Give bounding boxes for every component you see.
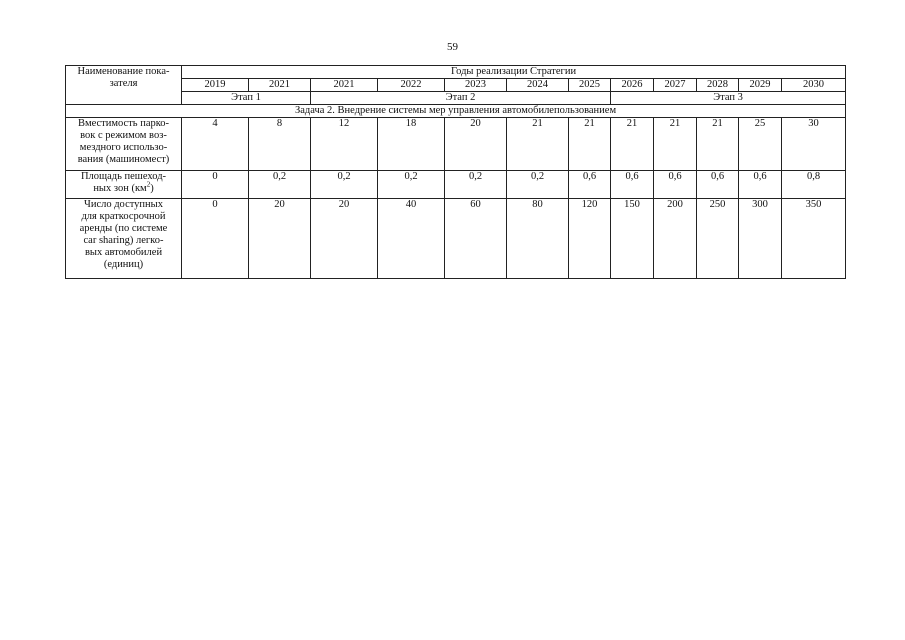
value-cell: 18 xyxy=(378,118,445,171)
task-title: Задача 2. Внедрение системы мер управления автомобилепользованием xyxy=(66,105,846,118)
year-header: 2029 xyxy=(739,79,782,92)
value-cell: 20 xyxy=(311,199,378,279)
years-title: Годы реализации Стратегии xyxy=(182,66,846,79)
value-cell: 350 xyxy=(782,199,846,279)
indicator-label: Число доступных для краткосрочной аренды (по системе car sharing) легко- вых автомобилей (единиц) xyxy=(66,199,182,279)
value-cell: 21 xyxy=(507,118,569,171)
year-header: 2023 xyxy=(445,79,507,92)
value-cell: 20 xyxy=(249,199,311,279)
indicator-label: Вместимость парко- вок с режимом воз- мездного использо- вания (машиномест) xyxy=(66,118,182,171)
value-cell: 4 xyxy=(182,118,249,171)
year-header: 2025 xyxy=(569,79,611,92)
stage-3-header: Этап 3 xyxy=(611,92,846,105)
indicator-name-header-line2: зателя xyxy=(109,78,138,89)
strategy-indicators-table xyxy=(65,65,846,279)
indicator-name-header xyxy=(66,66,182,105)
value-cell: 0,6 xyxy=(611,171,654,199)
value-cell: 60 xyxy=(445,199,507,279)
year-header: 2019 xyxy=(182,79,249,92)
value-cell: 0,2 xyxy=(378,171,445,199)
task-title-row xyxy=(66,105,846,118)
year-header: 2021 xyxy=(311,79,378,92)
value-cell: 0,2 xyxy=(311,171,378,199)
value-cell: 0,2 xyxy=(507,171,569,199)
header-row-years-title xyxy=(66,66,846,79)
value-cell: 150 xyxy=(611,199,654,279)
value-cell: 120 xyxy=(569,199,611,279)
value-cell: 250 xyxy=(697,199,739,279)
page-number: 59 xyxy=(447,41,458,53)
value-cell: 0,8 xyxy=(782,171,846,199)
header-row-years xyxy=(66,79,846,92)
table-row xyxy=(66,118,846,171)
value-cell: 0,6 xyxy=(569,171,611,199)
value-cell: 40 xyxy=(378,199,445,279)
value-cell: 300 xyxy=(739,199,782,279)
value-cell: 21 xyxy=(697,118,739,171)
stage-1-header: Этап 1 xyxy=(182,92,311,105)
table-row xyxy=(66,171,846,199)
value-cell: 30 xyxy=(782,118,846,171)
value-cell: 0,6 xyxy=(697,171,739,199)
header-row-stages xyxy=(66,92,846,105)
value-cell: 21 xyxy=(569,118,611,171)
value-cell: 0 xyxy=(182,199,249,279)
value-cell: 80 xyxy=(507,199,569,279)
table-row xyxy=(66,199,846,279)
value-cell: 21 xyxy=(611,118,654,171)
year-header: 2030 xyxy=(782,79,846,92)
value-cell: 200 xyxy=(654,199,697,279)
indicator-label: Площадь пешеход- ных зон $(км^2)$ xyxy=(66,171,182,199)
value-cell: 0,6 xyxy=(654,171,697,199)
year-header: 2022 xyxy=(378,79,445,92)
value-cell: 20 xyxy=(445,118,507,171)
year-header: 2021 xyxy=(249,79,311,92)
year-header: 2026 xyxy=(611,79,654,92)
indicator-name-header-line1: Наименование пока- xyxy=(77,66,170,77)
value-cell: 25 xyxy=(739,118,782,171)
value-cell: 0,6 xyxy=(739,171,782,199)
value-cell: 0,2 xyxy=(249,171,311,199)
value-cell: 12 xyxy=(311,118,378,171)
value-cell: 0,2 xyxy=(445,171,507,199)
value-cell: 8 xyxy=(249,118,311,171)
stage-2-header: Этап 2 xyxy=(311,92,611,105)
year-header: 2027 xyxy=(654,79,697,92)
value-cell: 0 xyxy=(182,171,249,199)
value-cell: 21 xyxy=(654,118,697,171)
year-header: 2028 xyxy=(697,79,739,92)
year-header: 2024 xyxy=(507,79,569,92)
